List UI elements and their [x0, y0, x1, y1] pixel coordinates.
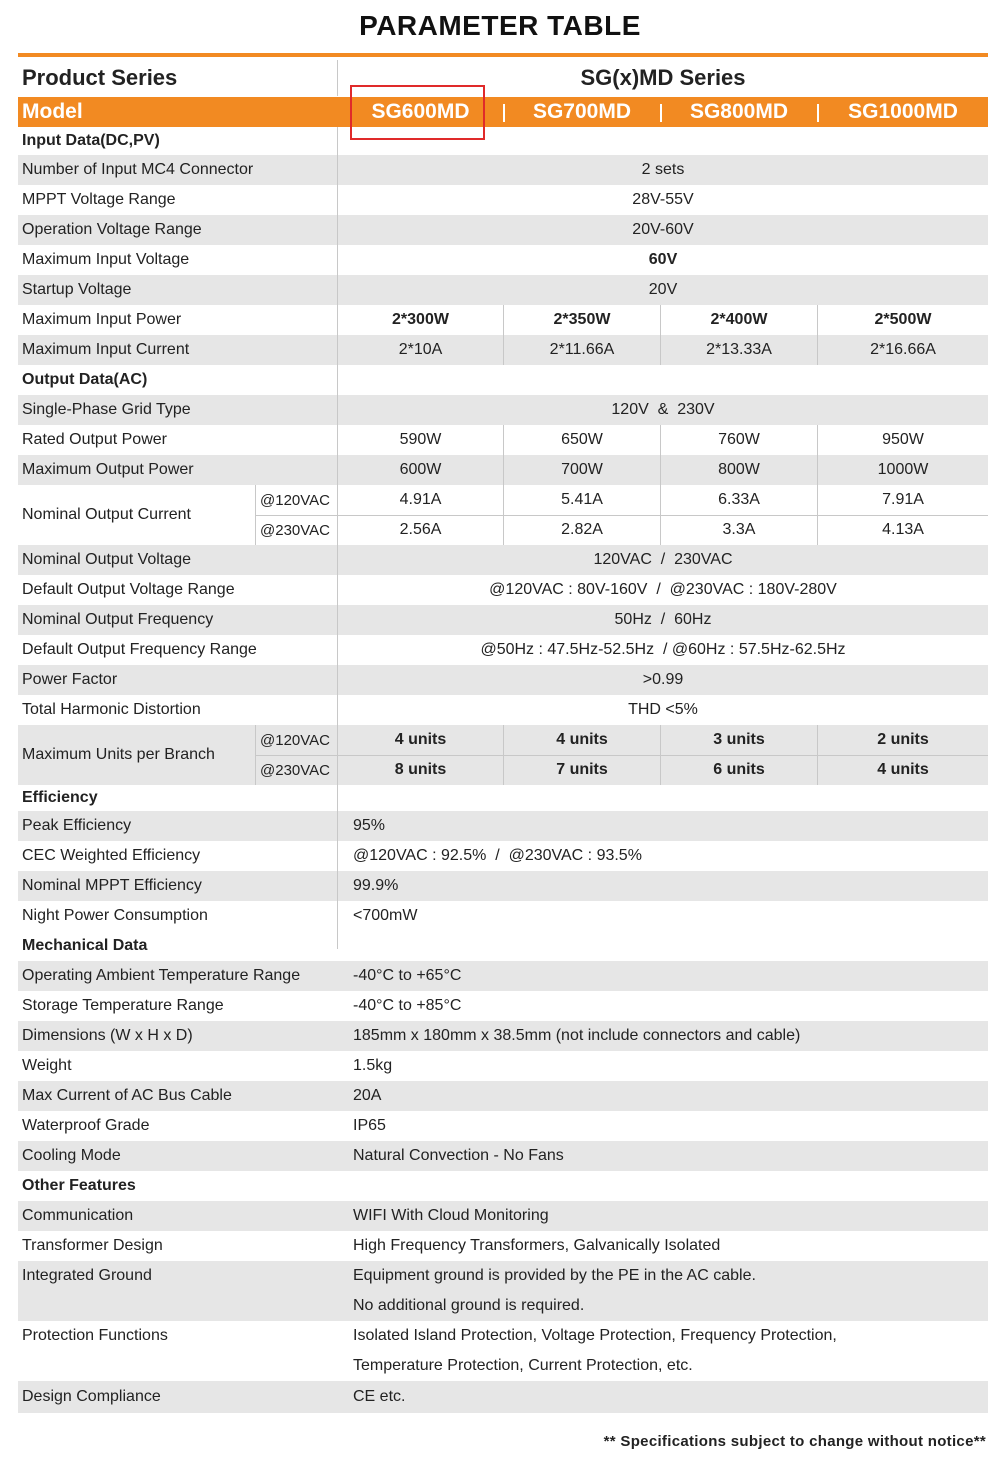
- spec-label: Integrated Ground: [22, 1267, 152, 1284]
- spec-label: Nominal Output Voltage: [22, 551, 191, 568]
- spec-row: [18, 305, 988, 335]
- spec-row: [18, 455, 988, 485]
- spec-label: Maximum Input Current: [22, 341, 190, 358]
- section-input: [18, 127, 988, 155]
- spec-row: [18, 575, 988, 605]
- spec-value: 6 units: [713, 761, 765, 778]
- spec-value: 1.5kg: [353, 1057, 393, 1074]
- spec-row-nominal-current: [18, 485, 988, 545]
- spec-row: [18, 665, 988, 695]
- model-row: [18, 97, 988, 127]
- spec-row: [18, 155, 988, 185]
- spec-label: Communication: [22, 1207, 134, 1224]
- sub-label: @230VAC: [255, 515, 337, 545]
- sub-label: @120VAC: [255, 725, 337, 755]
- spec-row: [18, 901, 988, 931]
- spec-label: Maximum Input Voltage: [22, 251, 190, 268]
- spec-value: 20A: [353, 1087, 382, 1104]
- spec-label: CEC Weighted Efficiency: [22, 847, 201, 864]
- spec-value: 700W: [561, 461, 603, 478]
- spec-label: Operating Ambient Temperature Range: [22, 967, 301, 984]
- section-label: Mechanical Data: [22, 937, 148, 954]
- spec-value: 800W: [718, 461, 760, 478]
- spec-label: Nominal Output Current: [22, 506, 191, 523]
- spec-value: 20V-60V: [632, 221, 694, 238]
- series-name: SG(x)MD Series: [580, 65, 746, 90]
- spec-value: 4 units: [556, 731, 608, 748]
- spec-value: @50Hz : 47.5Hz-52.5Hz / @60Hz : 57.5Hz-62.5Hz: [480, 641, 846, 658]
- spec-row: [18, 695, 988, 725]
- spec-value: 950W: [882, 431, 924, 448]
- spec-label: Default Output Voltage Range: [22, 581, 235, 598]
- spec-value: Temperature Protection, Current Protection, etc.: [353, 1357, 693, 1374]
- spec-label: Nominal Output Frequency: [22, 611, 214, 628]
- spec-value: 50Hz / 60Hz: [614, 611, 712, 628]
- spec-row: [18, 275, 988, 305]
- spec-label: Peak Efficiency: [22, 817, 132, 834]
- spec-value: 2*400W: [710, 311, 768, 328]
- spec-label: Waterproof Grade: [22, 1117, 150, 1134]
- spec-value: 120VAC / 230VAC: [593, 551, 733, 568]
- footnote: ** Specifications subject to change without notice**: [603, 1433, 986, 1450]
- spec-label: Total Harmonic Distortion: [22, 701, 201, 718]
- spec-value: 760W: [718, 431, 760, 448]
- spec-value: 2*16.66A: [870, 341, 936, 358]
- spec-row: [18, 425, 988, 455]
- spec-label: Operation Voltage Range: [22, 221, 202, 238]
- spec-label: Number of Input MC4 Connector: [22, 161, 254, 178]
- spec-row: [18, 635, 988, 665]
- spec-row: [18, 605, 988, 635]
- spec-value: 3.3A: [722, 521, 756, 538]
- section-label: Efficiency: [22, 789, 98, 806]
- title-underline: [18, 53, 988, 57]
- spec-value: 2*11.66A: [549, 341, 615, 358]
- spec-value: 7.91A: [882, 491, 924, 508]
- spec-row: [18, 335, 988, 365]
- spec-value: <700mW: [353, 907, 418, 924]
- spec-value: Equipment ground is provided by the PE in the AC cable.: [353, 1267, 756, 1284]
- spec-row: [18, 1381, 988, 1413]
- sub-label: @120VAC: [255, 485, 337, 515]
- spec-value: WIFI With Cloud Monitoring: [353, 1207, 549, 1224]
- spec-label: Cooling Mode: [22, 1147, 121, 1164]
- spec-label: Max Current of AC Bus Cable: [22, 1087, 232, 1104]
- spec-value: Isolated Island Protection, Voltage Protection, Frequency Protection,: [353, 1327, 837, 1344]
- spec-value: 4.91A: [399, 491, 442, 508]
- spec-value: High Frequency Transformers, Galvanically Isolated: [353, 1237, 721, 1254]
- spec-value: IP65: [353, 1117, 386, 1134]
- spec-value: No additional ground is required.: [353, 1297, 585, 1314]
- spec-row: [18, 811, 988, 841]
- spec-value: 2*500W: [874, 311, 932, 328]
- spec-row: [18, 1321, 988, 1381]
- section-label: Other Features: [22, 1177, 136, 1194]
- spec-label: Rated Output Power: [22, 431, 167, 448]
- spec-label: Single-Phase Grid Type: [22, 401, 191, 418]
- section-label: Input Data(DC,PV): [22, 132, 160, 149]
- spec-value: 4 units: [877, 761, 929, 778]
- spec-row: [18, 871, 988, 901]
- product-series-label: Product Series: [22, 65, 178, 90]
- spec-label: Night Power Consumption: [22, 907, 208, 924]
- spec-value: 1000W: [877, 461, 929, 478]
- model-label: Model: [22, 100, 83, 123]
- spec-value: 600W: [399, 461, 442, 478]
- spec-row: [18, 1141, 988, 1171]
- spec-row: [18, 961, 988, 991]
- spec-value: 185mm x 180mm x 38.5mm (not include connectors and cable): [353, 1027, 801, 1044]
- spec-value: 6.33A: [718, 491, 760, 508]
- spec-value: -40°C to +85°C: [353, 997, 462, 1014]
- spec-value: 8 units: [394, 761, 447, 778]
- spec-value: -40°C to +65°C: [353, 967, 462, 984]
- model-sg600md: SG600MD: [371, 100, 470, 123]
- spec-value: 2*13.33A: [706, 341, 772, 358]
- spec-value: 2*350W: [553, 311, 611, 328]
- sub-label: @230VAC: [255, 755, 337, 785]
- model-sg800md: SG800MD: [689, 100, 789, 123]
- spec-row: [18, 1231, 988, 1261]
- spec-value: 20V: [648, 281, 678, 298]
- spec-value: @120VAC : 80V-160V / @230VAC : 180V-280V: [489, 581, 837, 598]
- spec-value: 2 sets: [641, 161, 685, 178]
- spec-label: Power Factor: [22, 671, 118, 688]
- section-other: [18, 1171, 988, 1201]
- product-series-row: [18, 60, 988, 96]
- spec-label: Default Output Frequency Range: [22, 641, 257, 658]
- spec-label: Maximum Output Power: [22, 461, 194, 478]
- spec-row-max-units: [18, 725, 988, 785]
- spec-label: Dimensions (W x H x D): [22, 1027, 193, 1044]
- spec-value: 95%: [353, 817, 386, 834]
- spec-row: [18, 1081, 988, 1111]
- spec-row: [18, 185, 988, 215]
- spec-label: Storage Temperature Range: [22, 997, 224, 1014]
- spec-value: >0.99: [642, 671, 684, 688]
- spec-value: Natural Convection - No Fans: [353, 1147, 564, 1164]
- spec-value: 590W: [399, 431, 442, 448]
- spec-label: Maximum Input Power: [22, 311, 182, 328]
- spec-row: [18, 395, 988, 425]
- spec-value: 5.41A: [561, 491, 603, 508]
- page-title: PARAMETER TABLE: [359, 10, 641, 41]
- spec-value: CE etc.: [353, 1388, 406, 1405]
- spec-value: 2 units: [877, 731, 929, 748]
- spec-row: [18, 245, 988, 275]
- spec-row: [18, 1261, 988, 1321]
- spec-value: 60V: [648, 251, 678, 268]
- spec-value: 3 units: [713, 731, 765, 748]
- spec-label: Weight: [22, 1057, 72, 1074]
- spec-row: [18, 841, 988, 871]
- spec-label: Transformer Design: [22, 1237, 163, 1254]
- spec-value: 120V & 230V: [611, 401, 715, 418]
- spec-label: Design Compliance: [22, 1388, 161, 1405]
- section-mechanical: [18, 931, 988, 961]
- spec-value: 2.82A: [561, 521, 603, 538]
- spec-label: MPPT Voltage Range: [22, 191, 176, 208]
- spec-value: 650W: [561, 431, 603, 448]
- model-sg700md: SG700MD: [532, 100, 632, 123]
- spec-value: THD <5%: [628, 701, 698, 718]
- spec-value: @120VAC : 92.5% / @230VAC : 93.5%: [353, 847, 642, 864]
- spec-value: 7 units: [556, 761, 608, 778]
- section-label: Output Data(AC): [22, 371, 148, 388]
- spec-row: [18, 1021, 988, 1051]
- section-output: [18, 365, 988, 395]
- spec-label: Maximum Units per Branch: [22, 746, 215, 763]
- section-efficiency: [18, 785, 988, 811]
- spec-value: 2*300W: [392, 311, 449, 328]
- spec-row: [18, 215, 988, 245]
- model-sg1000md: SG1000MD: [848, 100, 958, 123]
- spec-value: 4.13A: [882, 521, 924, 538]
- spec-value: 28V-55V: [632, 191, 694, 208]
- spec-value: 2*10A: [398, 341, 443, 358]
- spec-row: [18, 545, 988, 575]
- spec-row: [18, 1201, 988, 1231]
- spec-value: 4 units: [394, 731, 447, 748]
- spec-row: [18, 991, 988, 1021]
- spec-label: Nominal MPPT Efficiency: [22, 877, 202, 894]
- spec-label: Protection Functions: [22, 1327, 168, 1344]
- spec-row: [18, 1111, 988, 1141]
- spec-row: [18, 1051, 988, 1081]
- spec-value: 99.9%: [353, 877, 399, 894]
- spec-label: Startup Voltage: [22, 281, 132, 298]
- spec-value: 2.56A: [399, 521, 442, 538]
